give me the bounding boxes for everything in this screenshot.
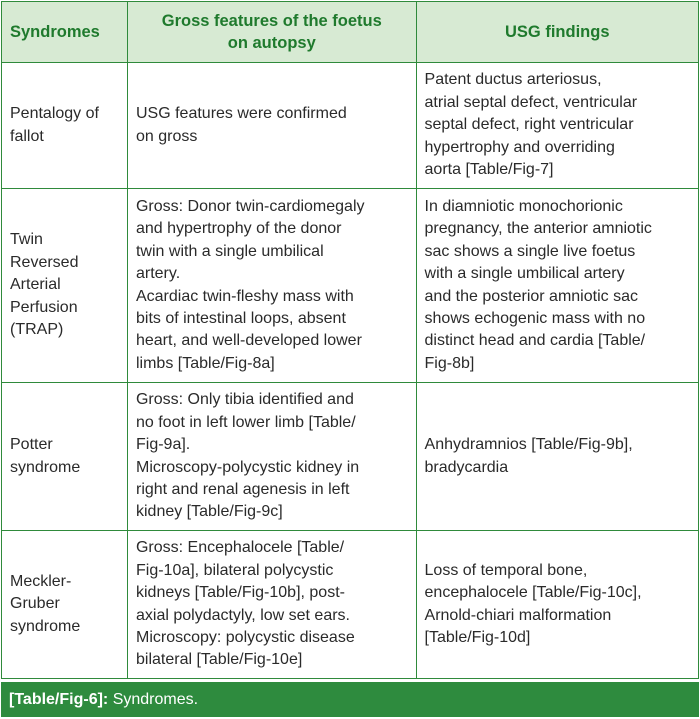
cell-usg: Patent ductus arteriosus, atrial septal defect, ventricular septal defect, right ventricular hypertrophy and overriding aorta [Table/Fig-7] [416,63,698,189]
table-figure [1,1,699,717]
cell-syndrome: Twin Reversed Arterial Perfusion (TRAP) [2,189,128,383]
table-caption [1,682,699,717]
caption-text: Syndromes. [108,691,199,708]
cell-gross: Gross: Only tibia identified and no foot in left lower limb [Table/ Fig-9a]. Microscopy-polycystic kidney in right and renal agenesis in left kidney [Table/Fig-9c] [127,383,416,531]
cell-usg: Anhydramnios [Table/Fig-9b], bradycardia [416,383,698,531]
table-row [2,189,699,383]
cell-usg: Loss of temporal bone, encephalocele [Table/Fig-10c], Arnold-chiari malformation [Table/Fig-10d] [416,531,698,679]
cell-gross: Gross: Encephalocele [Table/ Fig-10a], bilateral polycystic kidneys [Table/Fig-10b], post- axial polydactyly, low set ears. Microscopy: polycystic disease bilateral [Table/Fig-10e] [127,531,416,679]
table-row [2,531,699,679]
header-usg-findings: USG findings [416,2,698,63]
header-gross-features: Gross features of the foetus on autopsy [127,2,416,63]
table-row [2,383,699,531]
cell-syndrome: Pentalogy of fallot [2,63,128,189]
cell-gross: Gross: Donor twin-cardiomegaly and hypertrophy of the donor twin with a single umbilical artery. Acardiac twin-fleshy mass with bits of intestinal loops, absent heart, and well-developed lower limbs [Table/Fig-8a] [127,189,416,383]
caption-label: [Table/Fig-6]: [9,691,109,708]
syndromes-table [1,1,699,679]
header-syndromes: Syndromes [2,2,128,63]
cell-syndrome: Potter syndrome [2,383,128,531]
table-header-row [2,2,699,63]
cell-gross: USG features were confirmed on gross [127,63,416,189]
table-row [2,63,699,189]
cell-syndrome: Meckler- Gruber syndrome [2,531,128,679]
cell-usg: In diamniotic monochorionic pregnancy, the anterior amniotic sac shows a single live foetus with a single umbilical artery and the posterior amniotic sac shows echogenic mass with no distinct head and cardia [Table/ Fig-8b] [416,189,698,383]
